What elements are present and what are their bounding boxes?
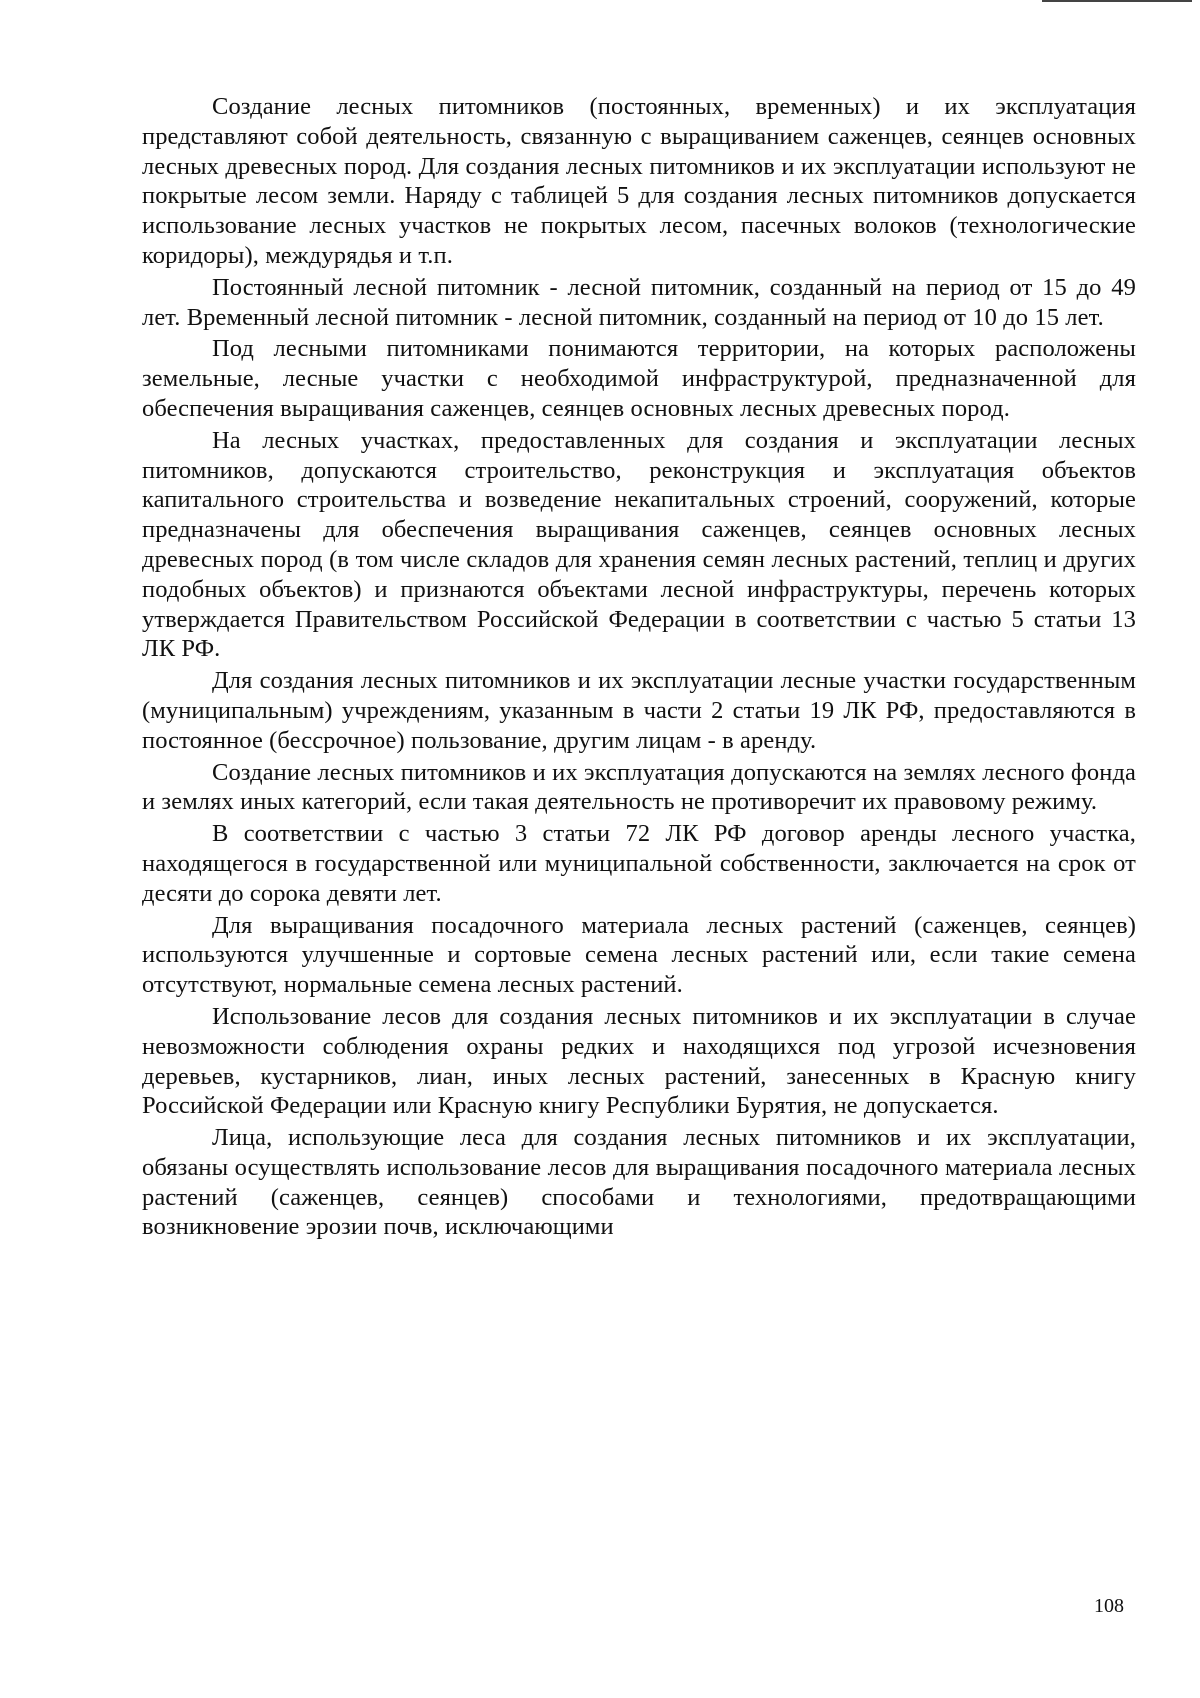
paragraph: В соответствии с частью 3 статьи 72 ЛК РФ договор аренды лесного участка, находящегося в государственной или муниципальной собственности, заключается на срок от десяти до сорока девяти лет.	[142, 820, 1136, 907]
paragraph: Создание лесных питомников и их эксплуатация допускаются на землях лесного фонда и землях иных категорий, если такая деятельность не противоречит их правовому режиму.	[142, 758, 1136, 816]
paragraph: Под лесными питомниками понимаются территории, на которых расположены земельные, лесные участки с необходимой инфраструктурой, предназначенной для обеспечения выращивания саженцев, сеянцев основных лесных древесных пород.	[142, 335, 1136, 422]
document-body	[142, 92, 1136, 1244]
paragraph: Создание лесных питомников (постоянных, временных) и их эксплуатация представляют собой деятельность, связанную с выращиванием саженцев, сеянцев основных лесных древесных пород. Для создания лесных питомников и их эксплуатации используют не покрытые лесом земли. Наряду с таблицей 5 для создания лесных питомников допускается использование лесных участков не покрытых лесом, пасечных волоков (технологические коридоры), междурядья и т.п.	[142, 93, 1136, 269]
paragraph: Постоянный лесной питомник - лесной питомник, созданный на период от 15 до 49 лет. Временный лесной питомник - лесной питомник, созданный на период от 10 до 15 лет.	[142, 273, 1136, 331]
paragraph: Для выращивания посадочного материала лесных растений (саженцев, сеянцев) используются улучшенные и сортовые семена лесных растений или, если такие семена отсутствуют, нормальные семена лесных растений.	[142, 911, 1136, 999]
paragraph: Лица, использующие леса для создания лесных питомников и их эксплуатации, обязаны осуществлять использование лесов для выращивания посадочного материала лесных растений (саженцев, сеянцев) способами и технологиями, предотвращающими возникновение эрозии почв, исключающими	[142, 1124, 1136, 1241]
paragraph: Использование лесов для создания лесных питомников и их эксплуатации в случае невозможности соблюдения охраны редких и находящихся под угрозой исчезновения деревьев, кустарников, лиан, иных лесных растений, занесенных в Красную книгу Российской Федерации или Красную книгу Республики Бурятия, не допускается.	[142, 1002, 1136, 1120]
paragraph: На лесных участках, предоставленных для создания и эксплуатации лесных питомников, допускаются строительство, реконструкция и эксплуатация объектов капитального строительства и возведение некапитальных строений, сооружений, которые предназначены для обеспечения выращивания саженцев, сеянцев основных лесных древесных пород (в том числе складов для хранения семян лесных растений, теплиц и других подобных объектов) и признаются объектами лесной инфраструктуры, перечень которых утверждается Правительством Российской Федерации в соответствии с частью 5 статьи 13 ЛК РФ.	[142, 426, 1136, 663]
paragraph: Для создания лесных питомников и их эксплуатации лесные участки государственным (муниципальным) учреждениям, указанным в части 2 статьи 19 ЛК РФ, предоставляются в постоянное (бессрочное) пользование, другим лицам - в аренду.	[142, 667, 1136, 754]
page-number: 108	[1094, 1595, 1124, 1617]
top-edge-rule	[1042, 0, 1192, 2]
